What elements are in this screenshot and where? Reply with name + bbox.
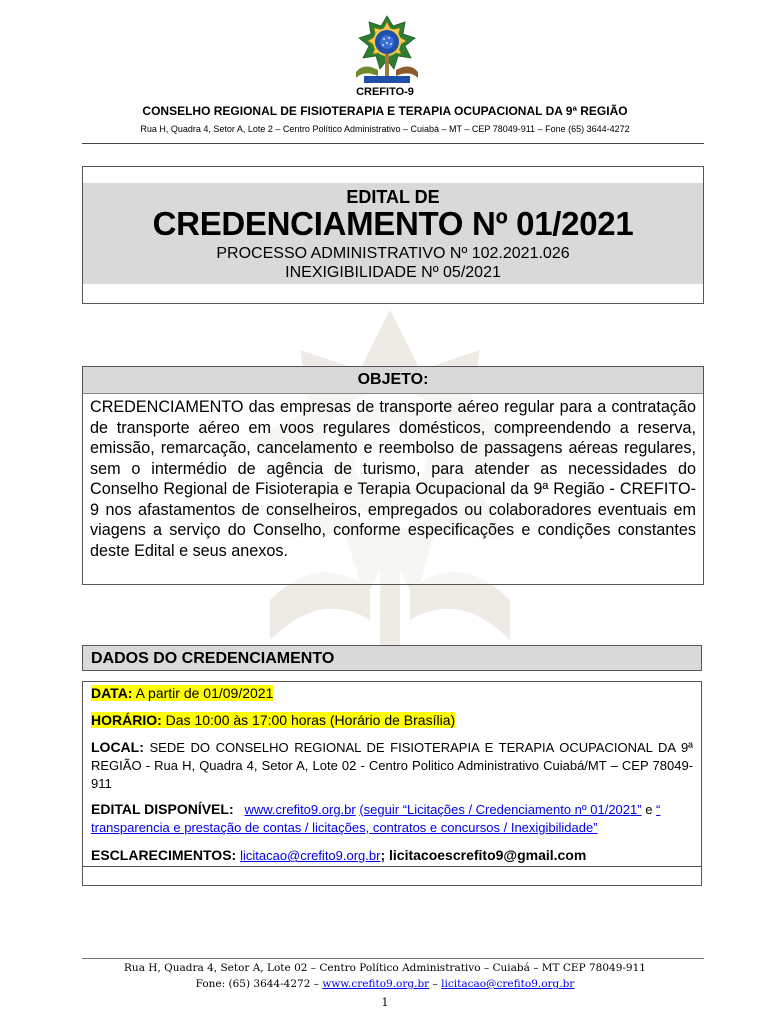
objeto-heading: OBJETO: — [83, 367, 703, 394]
coat-of-arms-icon — [344, 14, 430, 88]
title-line1: EDITAL DE — [346, 187, 440, 207]
header-code: CREFITO-9 — [356, 86, 414, 98]
data-label: DATA: — [91, 685, 133, 701]
horario-label: HORÁRIO: — [91, 712, 162, 728]
footer-dash: – — [429, 978, 442, 990]
edital-row — [91, 800, 693, 837]
footer-email-link[interactable]: licitacao@crefito9.org.br — [441, 978, 575, 990]
horario-value: Das 10:00 às 17:00 horas (Horário de Brasília) — [161, 712, 456, 728]
header-org-name: CONSELHO REGIONAL DE FISIOTERAPIA E TERAPIA OCUPACIONAL DA 9ª REGIÃO — [142, 104, 628, 118]
objeto-text: CREDENCIAMENTO das empresas de transporte aéreo regular para a contratação de transporte aéreo em voos regulares domésticos, compreendendo a reserva, emissão, remarcação, cancelamento e reembolso de passagens aéreas regulares, sem o intermédio de agência de turismo, para atender as necessidades do Conselho Regional de Fisioterapia e Terapia Ocupacional da 9ª Região - CREFITO-9 nos afastamentos de conselheiros, empregados ou colaboradores eventuais em viagens a serviço do Conselho, conforme especificações e condições constantes deste Edital e seus anexos. — [90, 398, 696, 560]
escl-label: ESCLARECIMENTOS: — [91, 847, 237, 863]
footer-address: Rua H, Quadra 4, Setor A, Lote 02 – Centro Político Administrativo – Cuiabá – MT CEP 78049-911 — [124, 962, 646, 974]
edital-and: e — [641, 802, 657, 817]
dados-box — [82, 681, 702, 886]
local-label: LOCAL: — [91, 739, 144, 755]
footer-site-link[interactable]: www.crefito9.org.br — [322, 978, 430, 990]
title-main: CREDENCIAMENTO Nº 01/2021 — [152, 205, 634, 242]
esclarecimentos-row — [91, 846, 693, 865]
horario-row — [91, 711, 693, 729]
footer-contact — [0, 978, 770, 990]
footer-phone: Fone: (65) 3644-4272 – — [195, 978, 323, 990]
title-inexigibility: INEXIGIBILIDADE Nº 05/2021 — [285, 264, 501, 281]
local-value: SEDE DO CONSELHO REGIONAL DE FISIOTERAPIA E TERAPIA OCUPACIONAL DA 9ª REGIÃO - Rua H, Quadra 4, Setor A, Lote 02 - Centro Politico Administrativo Cuiabá/MT – CEP 78049-911 — [91, 740, 693, 791]
header-divider — [82, 143, 704, 144]
title-process: PROCESSO ADMINISTRATIVO Nº 102.2021.026 — [216, 245, 570, 262]
data-value: A partir de 01/09/2021 — [132, 685, 274, 701]
edital-path2-link[interactable]: “ transparencia e prestação de contas / licitações, contratos e concursos / Inexigibilidade” — [91, 802, 661, 835]
local-row — [91, 738, 693, 793]
dados-bottom-divider — [83, 866, 701, 867]
escl-email1-link[interactable]: licitacao@crefito9.org.br — [240, 848, 381, 863]
title-box — [82, 166, 704, 304]
edital-path-link[interactable]: (seguir “Licitações / Credenciamento nº 01/2021” — [359, 802, 642, 817]
dados-heading: DADOS DO CREDENCIAMENTO — [82, 645, 702, 671]
escl-email2: licitacoescrefito9@gmail.com — [389, 847, 587, 863]
header-address: Rua H, Quadra 4, Setor A, Lote 2 – Centro Político Administrativo – Cuiabá – MT – CEP 78049-911 – Fone (65) 3644-4272 — [140, 124, 630, 134]
footer-divider — [82, 958, 704, 959]
edital-label: EDITAL DISPONÍVEL: — [91, 801, 234, 817]
objeto-box — [82, 366, 704, 585]
escl-sep: ; — [380, 847, 390, 863]
data-row — [91, 684, 693, 702]
page-number: 1 — [381, 996, 389, 1009]
edital-site-link[interactable]: www.crefito9.org.br — [244, 802, 356, 817]
